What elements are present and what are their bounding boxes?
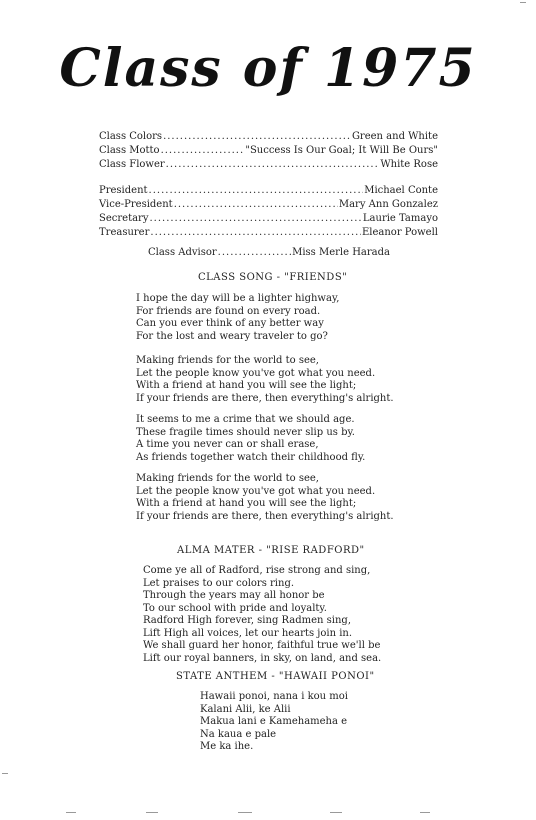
lyric-line: I hope the day will be a lighter highway, bbox=[136, 293, 340, 304]
leader-dots bbox=[174, 198, 338, 211]
scan-speck bbox=[330, 812, 342, 813]
leader-dots bbox=[150, 226, 361, 239]
row-value: Green and White bbox=[351, 131, 438, 142]
row-value: Michael Conte bbox=[364, 185, 438, 196]
row-label: Class Advisor bbox=[148, 247, 217, 258]
lyric-line: Let the people know you've got what you need. bbox=[136, 485, 376, 497]
row-label: Secretary bbox=[99, 213, 149, 224]
lyric-line: With a friend at hand you will see the light; bbox=[136, 380, 357, 391]
scan-speck bbox=[520, 2, 526, 3]
class-song-stanza bbox=[136, 414, 365, 464]
row-value: "Success Is Our Goal; It Will Be Ours" bbox=[245, 145, 438, 156]
lyric-line: Radford High forever, sing Radmen sing, bbox=[143, 615, 352, 626]
lyric-line: For friends are found on every road. bbox=[136, 305, 321, 317]
lyric-line: To our school with pride and loyalty. bbox=[143, 602, 327, 614]
leader-dots bbox=[163, 130, 351, 143]
row-value: Laurie Tamayo bbox=[362, 213, 438, 224]
lyric-line: Kalani Alii, ke Alii bbox=[200, 703, 291, 715]
scan-speck bbox=[2, 773, 8, 774]
secretary-row bbox=[99, 212, 438, 225]
lyric-line: As friends together watch their childhood fly. bbox=[136, 451, 366, 463]
scan-speck bbox=[420, 812, 430, 813]
lyric-line: For the lost and weary traveler to go? bbox=[136, 330, 328, 342]
row-label: Vice-President bbox=[99, 199, 173, 210]
page-title: Class of 1975 bbox=[59, 38, 477, 99]
class-song-stanza bbox=[136, 473, 394, 523]
lyric-line: Hawaii ponoi, nana i kou moi bbox=[200, 691, 348, 702]
leader-dots bbox=[149, 212, 361, 225]
lyric-line: Through the years may all honor be bbox=[143, 590, 325, 601]
class-song-stanza bbox=[136, 355, 394, 405]
lyric-line: Let praises to our colors ring. bbox=[143, 577, 295, 589]
lyric-line: Making friends for the world to see, bbox=[136, 355, 319, 366]
class-motto-row bbox=[99, 144, 438, 157]
lyric-line: We shall guard her honor, faithful true we'll be bbox=[143, 640, 381, 651]
leader-dots bbox=[149, 184, 364, 197]
lyric-line: Come ye all of Radford, rise strong and sing, bbox=[143, 565, 371, 576]
scan-speck bbox=[146, 812, 158, 813]
row-label: Class Motto bbox=[99, 145, 160, 156]
alma-mater-verse bbox=[143, 565, 381, 665]
leader-dots bbox=[166, 158, 380, 171]
lyric-line: Making friends for the world to see, bbox=[136, 473, 319, 484]
lyric-line: It seems to me a crime that we should age. bbox=[136, 414, 355, 425]
scan-speck bbox=[238, 812, 252, 813]
class-song-stanza bbox=[136, 293, 339, 343]
lyric-line: With a friend at hand you will see the light; bbox=[136, 498, 357, 509]
alma-mater-heading: ALMA MATER - "RISE RADFORD" bbox=[177, 545, 365, 556]
class-flower-row bbox=[99, 158, 438, 171]
row-value: White Rose bbox=[380, 159, 438, 170]
lyric-line: Na kaua e pale bbox=[200, 728, 277, 740]
class-advisor-row bbox=[148, 246, 390, 259]
lyric-line: These fragile times should never slip us by. bbox=[136, 426, 355, 438]
leader-dots bbox=[218, 246, 291, 259]
state-anthem-verse bbox=[200, 691, 348, 754]
row-label: Class Flower bbox=[99, 159, 165, 170]
leader-dots bbox=[161, 144, 245, 157]
row-value: Mary Ann Gonzalez bbox=[338, 199, 438, 210]
state-anthem-heading: STATE ANTHEM - "HAWAII PONOI" bbox=[176, 671, 375, 682]
treasurer-row bbox=[99, 226, 438, 239]
class-song-heading: CLASS SONG - "FRIENDS" bbox=[198, 272, 348, 283]
class-colors-row bbox=[99, 130, 438, 143]
row-label: Treasurer bbox=[99, 227, 150, 238]
lyric-line: Lift our royal banners, in sky, on land, and sea. bbox=[143, 652, 382, 664]
lyric-line: If your friends are there, then everything's alright. bbox=[136, 392, 394, 404]
lyric-line: If your friends are there, then everything's alright. bbox=[136, 510, 394, 522]
row-value: Miss Merle Harada bbox=[292, 247, 390, 258]
scan-speck bbox=[66, 812, 76, 813]
lyric-line: A time you never can or shall erase, bbox=[136, 439, 319, 450]
lyric-line: Lift High all voices, let our hearts join in. bbox=[143, 627, 353, 639]
row-label: President bbox=[99, 185, 148, 196]
president-row bbox=[99, 184, 438, 197]
row-value: Eleanor Powell bbox=[361, 227, 438, 238]
vice-president-row bbox=[99, 198, 438, 211]
lyric-line: Makua lani e Kamehameha e bbox=[200, 716, 348, 727]
lyric-line: Can you ever think of any better way bbox=[136, 318, 324, 329]
lyric-line: Me ka ihe. bbox=[200, 741, 254, 752]
lyric-line: Let the people know you've got what you need. bbox=[136, 367, 376, 379]
row-label: Class Colors bbox=[99, 131, 163, 142]
